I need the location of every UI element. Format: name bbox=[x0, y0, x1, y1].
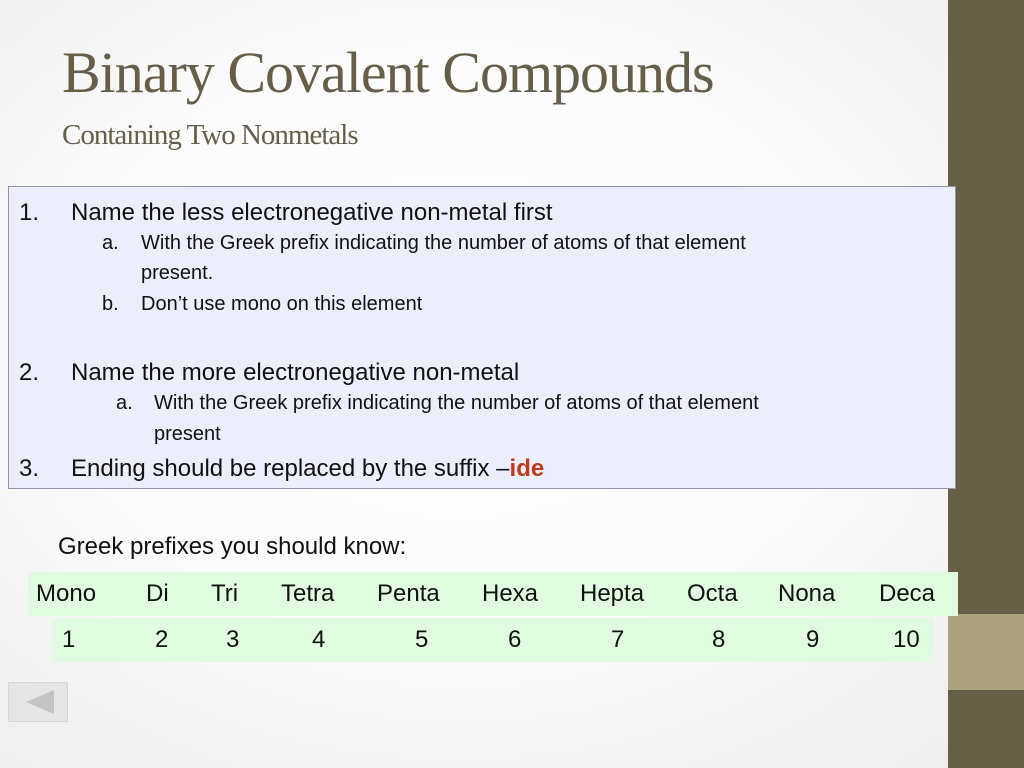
prefix-name: Deca bbox=[879, 580, 936, 607]
rule-1a-marker: a. bbox=[102, 232, 119, 254]
side-accent-block bbox=[948, 614, 1024, 690]
rule-1-text: Name the less electronegative non-metal first bbox=[71, 199, 553, 226]
prefix-numbers-row bbox=[52, 618, 934, 662]
naming-rules-box bbox=[8, 186, 956, 489]
rule-1a-text-continued: present. bbox=[141, 262, 214, 284]
prefix-name: Hepta bbox=[580, 580, 645, 607]
prefix-number: 3 bbox=[226, 626, 240, 653]
prefix-number: 1 bbox=[62, 626, 76, 653]
prefix-names-row bbox=[28, 572, 958, 616]
prefix-number: 6 bbox=[508, 626, 522, 653]
prefix-number: 4 bbox=[312, 626, 326, 653]
prefix-name: Mono bbox=[36, 580, 97, 607]
prefix-name: Tri bbox=[211, 580, 239, 607]
prefix-number: 8 bbox=[712, 626, 726, 653]
rule-2a-text-continued: present bbox=[154, 423, 221, 445]
rule-1b-text: Don’t use mono on this element bbox=[141, 293, 423, 315]
rule-2a-marker: a. bbox=[116, 392, 133, 414]
prefix-name: Nona bbox=[778, 580, 836, 607]
rule-1b-marker: b. bbox=[102, 293, 119, 315]
prefix-name: Penta bbox=[377, 580, 440, 607]
prefix-name: Tetra bbox=[281, 580, 335, 607]
prefix-number: 9 bbox=[806, 626, 820, 653]
rule-2-number: 2. bbox=[19, 359, 40, 386]
rule-1-number: 1. bbox=[19, 199, 40, 226]
rule-3-text: Ending should be replaced by the suffix – bbox=[71, 455, 510, 482]
previous-slide-icon bbox=[9, 683, 67, 721]
prefix-number: 7 bbox=[611, 626, 625, 653]
slide-subtitle: Containing Two Nonmetals bbox=[62, 119, 358, 151]
prefix-name: Octa bbox=[687, 580, 738, 607]
prefix-heading: Greek prefixes you should know: bbox=[58, 533, 407, 560]
rule-3-line bbox=[71, 455, 544, 483]
prefix-name: Hexa bbox=[482, 580, 539, 607]
prefix-number: 2 bbox=[155, 626, 169, 653]
previous-slide-button[interactable] bbox=[8, 682, 68, 722]
rule-3-number: 3. bbox=[19, 455, 40, 482]
suffix-ide: ide bbox=[509, 455, 545, 482]
prefix-number: 5 bbox=[415, 626, 429, 653]
rule-2a-text: With the Greek prefix indicating the number of atoms of that element bbox=[154, 392, 759, 414]
slide-title: Binary Covalent Compounds bbox=[62, 40, 714, 105]
prefix-number: 10 bbox=[893, 626, 920, 653]
rule-2-text: Name the more electronegative non-metal bbox=[71, 359, 520, 386]
rule-1a-text: With the Greek prefix indicating the number of atoms of that element bbox=[141, 232, 746, 254]
prefix-name: Di bbox=[146, 580, 169, 607]
